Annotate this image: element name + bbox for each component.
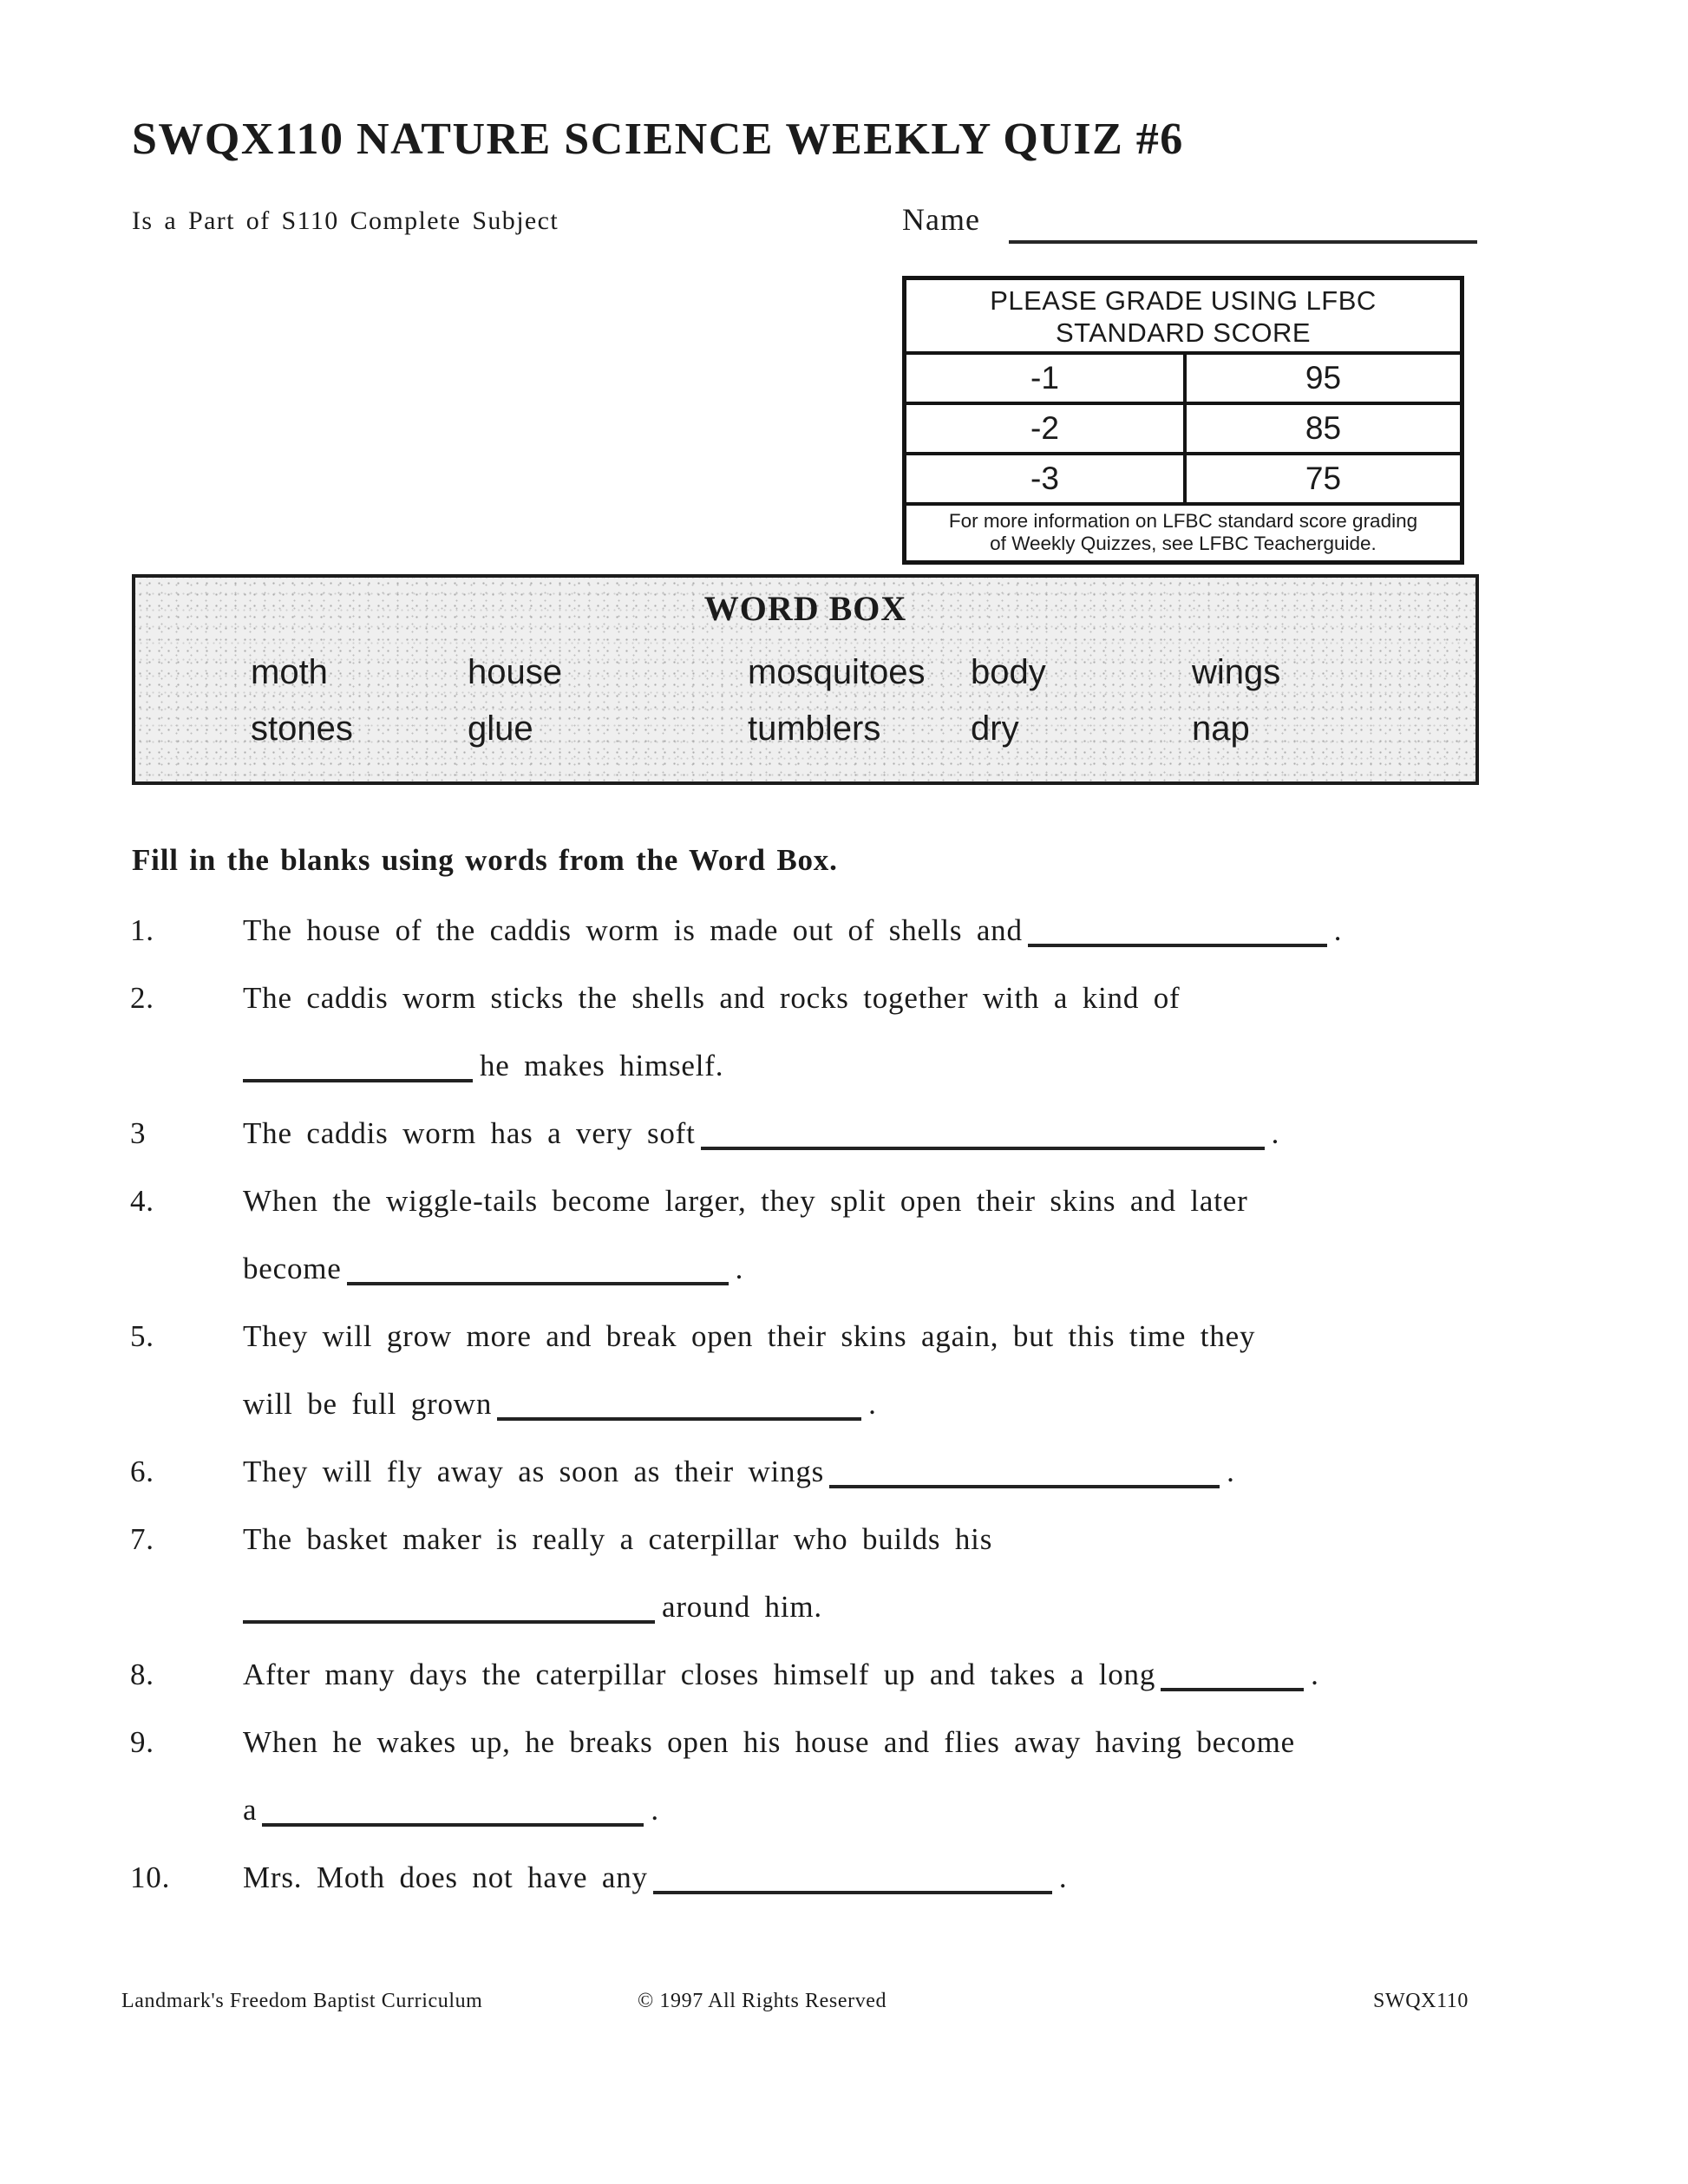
question-line [243,1709,1587,1776]
question-number: 6. [130,1455,154,1488]
question-segment: . [1333,913,1343,947]
answer-blank-4[interactable] [347,1259,729,1285]
question-segment: a [243,1793,258,1827]
question-segment: They will fly away as soon as their wings [243,1455,825,1488]
grade-table-row [906,455,1460,506]
question-segment: . [735,1252,744,1285]
question-text [243,1641,1587,1709]
grade-table [902,276,1464,565]
instructions: Fill in the blanks using words from the Word Box. [132,843,838,877]
question-segment: . [651,1793,659,1827]
question-segment: become [243,1252,342,1285]
question-segment: Mrs. Moth does not have any [243,1860,648,1894]
question-segment: . [868,1387,877,1421]
question-line [243,1776,1587,1844]
answer-blank-5[interactable] [497,1395,861,1421]
grade-table-header-line2: STANDARD SCORE [1055,317,1312,348]
answer-blank-8[interactable] [1161,1665,1304,1691]
question-number: 7. [130,1522,154,1556]
grade-table-header [906,280,1460,355]
footer-copyright: © 1997 All Rights Reserved [638,1990,887,2012]
question-number: 5. [130,1319,154,1353]
question-line [243,1506,1587,1573]
question-text [243,1506,1587,1641]
question-9 [130,1709,1587,1844]
question-2 [130,964,1587,1100]
question-7 [130,1506,1587,1641]
name-label: Name [902,202,980,237]
score-cell: 85 [1183,405,1460,452]
deduction-cell: -1 [1030,360,1059,396]
answer-blank-1[interactable] [1028,921,1327,947]
question-10 [130,1844,1587,1912]
grade-table-header-line1: PLEASE GRADE USING LFBC [990,285,1377,316]
question-line [243,1032,1587,1100]
word-box-word: body [971,653,1046,691]
answer-blank-10[interactable] [653,1868,1052,1894]
deduction-cell: -2 [1030,410,1059,446]
word-box [132,574,1479,785]
word-box-word: mosquitoes [748,653,926,691]
answer-blank-3[interactable] [701,1124,1265,1150]
question-5 [130,1303,1587,1438]
score-cell: 95 [1183,355,1460,402]
question-line [243,1844,1587,1912]
answer-blank-9[interactable] [262,1801,644,1827]
questions-list [130,897,1587,1912]
question-line [243,1100,1587,1167]
question-segment: The house of the caddis worm is made out of shells and [243,913,1023,947]
footer-code: SWQX110 [1373,1990,1469,2012]
question-segment: After many days the caterpillar closes himself up and takes a long [243,1658,1156,1691]
question-segment: he makes himself. [480,1049,724,1082]
word-box-title: WORD BOX [703,589,907,628]
question-number: 3 [130,1116,147,1150]
question-line [243,1641,1587,1709]
question-segment: around him. [662,1590,822,1624]
question-segment: The caddis worm has a very soft [243,1116,696,1150]
grade-table-note [906,506,1460,560]
score-cell: 75 [1183,455,1460,502]
question-segment: . [1311,1658,1319,1691]
question-number: 9. [130,1725,154,1759]
question-6 [130,1438,1587,1506]
question-text [243,1167,1587,1303]
grade-table-row [906,355,1460,405]
word-box-word: stones [251,709,353,748]
answer-blank-2[interactable] [243,1056,473,1082]
page-title: SWQX110 NATURE SCIENCE WEEKLY QUIZ #6 [132,114,1184,164]
question-text [243,964,1587,1100]
question-text [243,1303,1587,1438]
question-segment: The basket maker is really a caterpillar who builds his [243,1522,993,1556]
question-1 [130,897,1587,964]
answer-blank-6[interactable] [829,1462,1220,1488]
question-segment: . [1271,1116,1280,1150]
question-8 [130,1641,1587,1709]
question-segment: They will grow more and break open their skins again, but this time they [243,1319,1256,1353]
question-number: 10. [130,1860,171,1894]
question-text [243,1709,1587,1844]
question-text [243,1844,1587,1912]
question-line [243,964,1587,1032]
grade-table-note-line2: of Weekly Quizzes, see LFBC Teacherguide. [990,533,1377,554]
question-number: 4. [130,1184,154,1218]
word-box-word: moth [251,653,328,691]
word-box-word: tumblers [748,709,881,748]
question-segment: When he wakes up, he breaks open his house and flies away having become [243,1725,1296,1759]
footer-publisher: Landmark's Freedom Baptist Curriculum [121,1990,483,2012]
question-number: 1. [130,913,154,947]
question-line [243,897,1587,964]
question-text [243,897,1587,964]
question-segment: . [1227,1455,1235,1488]
question-text [243,1100,1587,1167]
word-box-word: nap [1192,709,1250,748]
question-text [243,1438,1587,1506]
name-input-line[interactable] [1009,240,1477,244]
question-line [243,1370,1587,1438]
question-number: 2. [130,981,154,1015]
answer-blank-7[interactable] [243,1598,655,1624]
word-box-word: dry [971,709,1019,748]
grade-table-row [906,405,1460,455]
question-3 [130,1100,1587,1167]
grade-table-note-line1: For more information on LFBC standard score grading [948,510,1418,532]
question-segment: will be full grown [243,1387,493,1421]
word-box-word: house [468,653,562,691]
word-box-word: wings [1192,653,1281,691]
question-line [243,1167,1587,1235]
question-number: 8. [130,1658,154,1691]
word-box-words [135,644,1475,757]
question-line [243,1438,1587,1506]
question-4 [130,1167,1587,1303]
question-line [243,1303,1587,1370]
question-segment: When the wiggle-tails become larger, they split open their skins and later [243,1184,1248,1218]
question-line [243,1573,1587,1641]
question-segment: . [1058,1860,1068,1894]
deduction-cell: -3 [1030,461,1059,496]
question-line [243,1235,1587,1303]
word-box-word: glue [468,709,533,748]
question-segment: The caddis worm sticks the shells and rocks together with a kind of [243,981,1181,1015]
subtitle: Is a Part of S110 Complete Subject [132,206,559,235]
